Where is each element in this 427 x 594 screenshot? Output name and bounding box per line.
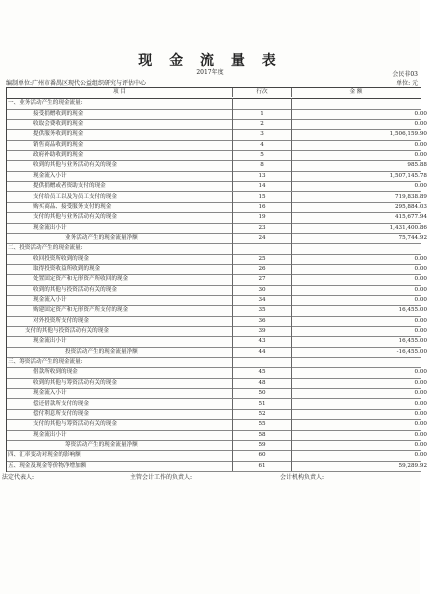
row-line-number: 48 <box>232 378 292 388</box>
row-amount: 0.00 <box>414 152 427 159</box>
row-amount: 0.00 <box>414 431 427 438</box>
row-item-label: 三、筹资活动产生的现金流量: <box>8 359 83 366</box>
row-line-number: 14 <box>232 181 292 191</box>
row-amount-cell <box>291 274 427 284</box>
row-amount-cell <box>291 305 427 315</box>
row-amount-cell <box>291 223 427 233</box>
row-item-label: 处置固定资产和无形资产所收回的现金 <box>33 276 129 283</box>
row-amount-cell <box>291 367 427 377</box>
row-amount-cell <box>291 316 427 326</box>
row-item-label: 政府补助收到的现金 <box>33 152 84 159</box>
row-item-label: 购建固定资产和无形资产所支付的现金 <box>33 307 129 314</box>
row-item-label: 收到的其他与业务活动有关的现金 <box>33 162 117 169</box>
row-amount: 0.00 <box>414 286 427 293</box>
row-amount: 0.00 <box>414 297 427 303</box>
row-item-label: 收取会费收到的现金 <box>33 121 84 128</box>
row-item-label: 现金流入小计 <box>33 297 67 303</box>
row-line-number: 61 <box>232 461 292 471</box>
row-line-number: 39 <box>232 326 292 336</box>
row-amount-cell <box>291 336 427 346</box>
row-amount: 75,744.92 <box>398 234 427 241</box>
row-amount: 0.00 <box>414 421 427 428</box>
row-item-label: 接受捐赠收到的现金 <box>33 110 84 117</box>
row-line-number: 8 <box>232 160 292 170</box>
row-amount: 0.00 <box>414 183 427 190</box>
row-amount: 1,506,159.90 <box>389 131 427 138</box>
row-amount-cell <box>291 450 427 460</box>
row-item-label: 借款所收到的现金 <box>33 369 78 376</box>
row-line-number: 36 <box>232 316 292 326</box>
row-amount-cell <box>291 399 427 409</box>
row-item-label: 支付的其他与业务活动有关的现金 <box>33 214 117 221</box>
row-line-number: 30 <box>232 285 292 295</box>
col-header-amount <box>291 88 421 97</box>
row-line-number: 51 <box>232 399 292 409</box>
row-item-label: 支付的其他与筹资活动有关的现金 <box>33 421 117 428</box>
row-amount: 985.88 <box>407 162 427 169</box>
row-item-label: 现金流出小计 <box>33 338 67 345</box>
row-amount: 16,455.00 <box>398 338 427 345</box>
row-amount-cell <box>291 212 427 222</box>
row-amount: 0.00 <box>414 328 427 335</box>
row-amount: 0.00 <box>414 317 427 324</box>
row-line-number: 34 <box>232 295 292 305</box>
row-amount-cell <box>291 243 421 253</box>
row-amount-cell <box>291 285 427 295</box>
row-line-number: 58 <box>232 430 292 440</box>
row-amount-cell <box>291 129 427 139</box>
row-amount: 0.00 <box>414 121 427 128</box>
row-item-label: 支付的其他与投资活动有关的现金 <box>25 328 109 335</box>
row-amount: 0.00 <box>414 141 427 148</box>
row-line-number: 50 <box>232 388 292 398</box>
row-item-label: 偿还借款所支付的现金 <box>33 400 89 407</box>
row-amount: 0.00 <box>414 379 427 386</box>
row-amount-cell <box>291 461 427 471</box>
row-line-number: 26 <box>232 264 292 274</box>
row-amount: 0.00 <box>414 255 427 262</box>
row-line-number: 15 <box>232 192 292 202</box>
row-amount-cell <box>291 347 427 357</box>
row-amount: 16,455.00 <box>398 307 427 314</box>
row-amount: 1,507,145.78 <box>389 172 427 179</box>
row-amount: 719,838.89 <box>394 193 427 200</box>
row-item-label: 现金流入小计 <box>33 390 67 397</box>
row-item-label: 二、投资活动产生的现金流量: <box>8 245 83 252</box>
row-amount: 59,289.92 <box>398 462 427 469</box>
row-amount-cell <box>291 109 427 119</box>
row-amount: 0.00 <box>414 110 427 117</box>
row-line-number: 45 <box>232 367 292 377</box>
row-item-label: 提供捐赠或者资助支付的现金 <box>33 183 106 190</box>
row-amount-cell <box>291 233 427 243</box>
row-amount-cell <box>291 192 427 202</box>
row-amount-cell <box>291 140 427 150</box>
col-header-line-no: 行次 <box>232 88 292 97</box>
col-header-amount-text: 金 额 <box>349 89 363 95</box>
row-amount-cell <box>291 409 427 419</box>
report-year: 2017年度 <box>196 69 224 76</box>
row-line-number: 2 <box>232 119 292 129</box>
row-line-number: 55 <box>232 419 292 429</box>
row-item-label: 提供服务收到的现金 <box>33 131 84 138</box>
row-amount: 1,431,400.86 <box>389 224 427 231</box>
row-item-label: 销售商品收到的现金 <box>33 141 84 148</box>
row-amount-cell <box>291 440 427 450</box>
row-amount: 0.00 <box>414 452 427 459</box>
row-amount: -16,455.00 <box>396 348 427 355</box>
row-item-label: 业务活动产生的现金流量净额 <box>65 234 138 241</box>
row-amount-cell <box>291 295 427 305</box>
reporting-organization: 编制单位:广州市番禺区现代公益组织研究与评估中心 <box>6 80 147 87</box>
row-amount-cell <box>291 119 427 129</box>
row-item-label: 现金流出小计 <box>33 224 67 231</box>
row-amount: 0.00 <box>414 276 427 283</box>
row-amount: 0.00 <box>414 400 427 407</box>
row-line-number: 4 <box>232 140 292 150</box>
row-amount-cell <box>291 264 427 274</box>
unit-label: 单位: 元 <box>396 80 418 87</box>
row-amount: 0.00 <box>414 265 427 272</box>
legal-representative-label: 法定代表人: <box>2 474 35 481</box>
row-line-number: 24 <box>232 233 292 243</box>
row-amount-cell <box>291 378 427 388</box>
accounting-supervisor-label: 主管会计工作的负责人: <box>130 474 193 481</box>
row-line-number: 35 <box>232 305 292 315</box>
row-amount: 415,677.94 <box>394 214 427 221</box>
row-line-number: 25 <box>232 254 292 264</box>
row-item-label: 五、现金及现金等价物净增加额 <box>8 462 87 469</box>
row-item-label: 购买商品、接受服务支付的现金 <box>33 203 112 210</box>
row-line-number: 52 <box>232 409 292 419</box>
row-item-label: 收到的其他与筹资活动有关的现金 <box>33 379 117 386</box>
row-line-number <box>232 243 292 253</box>
row-item-label: 收回投资所收到的现金 <box>33 255 89 262</box>
row-line-number: 19 <box>232 212 292 222</box>
row-amount-cell <box>291 150 427 160</box>
row-amount-cell <box>291 430 427 440</box>
report-title: 现 金 流 量 表 <box>138 53 282 69</box>
row-item-label: 偿付利息所支付的现金 <box>33 410 89 417</box>
row-amount: 0.00 <box>414 410 427 417</box>
row-line-number: 1 <box>232 109 292 119</box>
row-line-number: 5 <box>232 150 292 160</box>
row-line-number: 23 <box>232 223 292 233</box>
row-item-label: 对外投资所支付的现金 <box>33 317 89 324</box>
cash-flow-table <box>6 87 427 472</box>
row-line-number: 59 <box>232 440 292 450</box>
row-amount-cell <box>291 419 427 429</box>
row-item-label: 取得投资收益所收到的现金 <box>33 265 101 272</box>
row-item-label: 支付给员工以及为员工支付的现金 <box>33 193 117 200</box>
row-amount: 295,884.03 <box>394 203 427 210</box>
row-amount-cell <box>291 326 427 336</box>
row-amount-cell <box>291 202 427 212</box>
row-line-number: 44 <box>232 347 292 357</box>
row-amount: 0.00 <box>414 369 427 376</box>
row-amount-cell <box>291 181 427 191</box>
row-amount-cell <box>291 254 427 264</box>
form-number: 会民非03 <box>392 71 418 78</box>
row-item-label: 四、汇率变动对现金的影响额 <box>8 452 81 459</box>
row-line-number: 3 <box>232 129 292 139</box>
row-line-number: 27 <box>232 274 292 284</box>
row-item-label: 一、业务活动产生的现金流量: <box>8 100 83 107</box>
row-amount-cell <box>291 388 427 398</box>
row-amount-cell <box>291 160 427 170</box>
row-amount: 0.00 <box>414 390 427 397</box>
row-amount-cell <box>291 98 421 108</box>
row-amount: 0.00 <box>414 441 427 448</box>
col-header-item: 项 目 <box>113 89 126 95</box>
row-line-number <box>232 98 292 108</box>
row-amount-cell <box>291 357 421 367</box>
accounting-officer-label: 会计机构负责人: <box>280 474 325 481</box>
row-line-number: 43 <box>232 336 292 346</box>
row-line-number: 13 <box>232 171 292 181</box>
row-item-label: 现金流入小计 <box>33 172 67 179</box>
row-item-label: 筹资活动产生的现金流量净额 <box>65 441 138 448</box>
row-item-label: 收到的其他与投资活动有关的现金 <box>33 286 117 293</box>
row-line-number: 16 <box>232 202 292 212</box>
row-item-label: 现金流出小计 <box>33 431 67 438</box>
row-line-number <box>232 357 292 367</box>
row-line-number: 60 <box>232 450 292 460</box>
row-item-label: 投资活动产生的现金流量净额 <box>65 348 138 355</box>
table-row <box>7 461 427 472</box>
row-amount-cell <box>291 171 427 181</box>
